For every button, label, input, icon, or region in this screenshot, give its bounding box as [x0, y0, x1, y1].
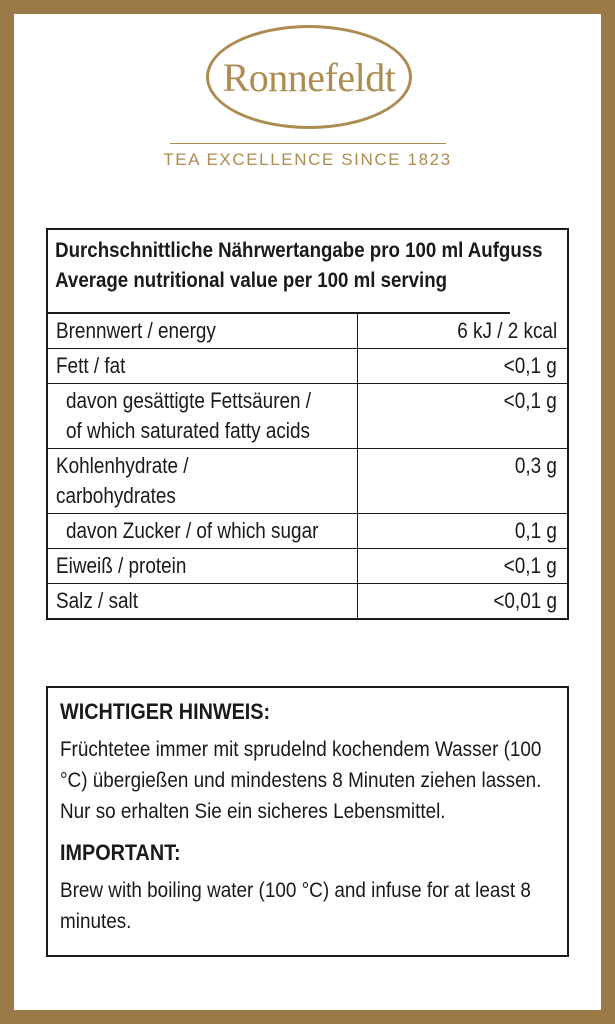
notice-text-de: Früchtetee immer mit sprudelnd kochendem Wasser (100 °C) übergießen und mindestens 8 Minuten ziehen lassen. Nur so erhalten Sie ein sicheres Lebensmittel. — [60, 738, 542, 823]
table-row — [48, 448, 567, 513]
notice-heading-de: WICHTIGER HINWEIS: — [60, 699, 271, 724]
row-value: 0,3 g — [514, 453, 557, 478]
label-card — [14, 14, 601, 1010]
tagline-divider — [170, 143, 446, 144]
nutrition-table-heading — [48, 230, 543, 314]
row-value: 6 kJ / 2 kcal — [457, 318, 557, 343]
row-label: Kohlenhydrate / carbohydrates — [48, 449, 358, 513]
logo-wordmark: Ronnefeldt — [222, 54, 396, 100]
row-label: Brennwert / energy — [48, 314, 358, 348]
table-row — [48, 314, 567, 348]
table-row — [48, 583, 567, 618]
table-row — [48, 383, 567, 448]
row-value: <0,01 g — [493, 588, 557, 613]
row-label: Eiweiß / protein — [48, 549, 358, 583]
table-row — [48, 513, 567, 548]
row-label: davon gesättigte Fettsäuren / of which saturated fatty acids — [48, 384, 358, 448]
brand-tagline: TEA EXCELLENCE SINCE 1823 — [163, 150, 452, 169]
table-row — [48, 548, 567, 583]
ronnefeldt-logo — [206, 25, 412, 129]
nutrition-heading-de: Durchschnittliche Nährwertangabe pro 100 ml Aufguss — [55, 239, 543, 262]
row-value: <0,1 g — [503, 353, 557, 378]
notice-text-en: Brew with boiling water (100 °C) and infuse for at least 8 minutes. — [60, 879, 531, 933]
row-value: 0,1 g — [514, 518, 557, 543]
notice-heading-en: IMPORTANT: — [60, 840, 181, 865]
row-value: <0,1 g — [503, 388, 557, 413]
nutrition-table — [46, 228, 569, 620]
row-label: davon Zucker / of which sugar — [48, 514, 358, 548]
table-row — [48, 348, 567, 383]
row-label: Fett / fat — [48, 349, 358, 383]
nutrition-heading-en: Average nutritional value per 100 ml serving — [55, 269, 448, 292]
important-notice-box — [46, 686, 569, 957]
row-value: <0,1 g — [503, 553, 557, 578]
row-label: Salz / salt — [48, 584, 358, 618]
